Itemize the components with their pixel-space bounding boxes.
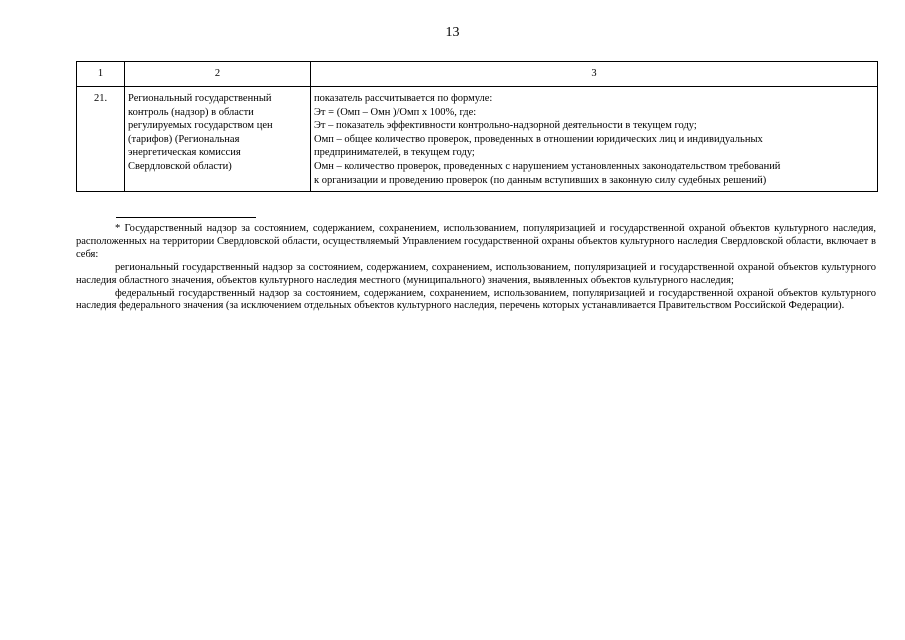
footnote-paragraph: региональный государственный надзор за состоянием, содержанием, сохранением, использованием, популяризацией и государственной охраной объектов культурного наследия областного значения, объектов культурного наследия местного (муниципального) значения, выявленных объектов культурного наследия;	[76, 261, 876, 286]
description-line: к организации и проведению проверок (по данным вступивших в законную силу судебных решений)	[314, 174, 767, 186]
control-body-line: (тарифов) (Региональная	[128, 133, 240, 145]
column-header-1: 1	[77, 62, 125, 87]
indicators-table	[76, 61, 878, 192]
indicator-description-cell	[311, 87, 878, 192]
formula-line: Эт = (Омп – Омн )/Омп х 100%, где:	[314, 106, 477, 118]
column-header-2: 2	[125, 62, 311, 87]
control-body-line: энергетическая комиссия	[128, 147, 241, 159]
column-header-3: 3	[311, 62, 878, 87]
footnote-paragraph: * Государственный надзор за состоянием, содержанием, сохранением, использованием, популяризацией и государственной охраной объектов культурного наследия, расположенных на территории Свердловской области, осуществляемый Управлением государственной охраны объектов культурного наследия Свердловской области, включает в себя:	[76, 223, 876, 260]
footnote-paragraph: федеральный государственный надзор за состоянием, содержанием, сохранением, использованием, популяризацией и государственной охраной объектов культурного наследия федерального значения (за исключением отдельных объектов культурного наследия, перечень которых устанавливается Правительством Российской Федерации).	[76, 287, 876, 312]
description-line: Омн – количество проверок, проведенных с нарушением установленных законодательством требований	[314, 160, 781, 172]
description-line: показатель рассчитывается по формуле:	[314, 93, 493, 104]
description-line: Омп – общее количество проверок, проведенных в отношении юридических лиц и индивидуальных	[314, 133, 763, 145]
footnotes	[76, 223, 876, 313]
table-header-row	[77, 62, 878, 87]
control-body-cell	[125, 87, 311, 192]
description-line: Эт – показатель эффективности контрольно-надзорной деятельности в текущем году;	[314, 120, 697, 132]
table-row	[77, 87, 878, 192]
control-body-line: Региональный государственный	[128, 93, 272, 104]
control-body-line: Свердловской области)	[128, 160, 232, 172]
control-body-line: регулируемых государством цен	[128, 120, 273, 132]
footnote-separator	[116, 217, 256, 218]
row-number-cell: 21.	[77, 87, 125, 192]
page-number: 13	[445, 25, 460, 40]
description-line: предпринимателей, в текущем году;	[314, 147, 475, 159]
control-body-line: контроль (надзор) в области	[128, 106, 254, 118]
